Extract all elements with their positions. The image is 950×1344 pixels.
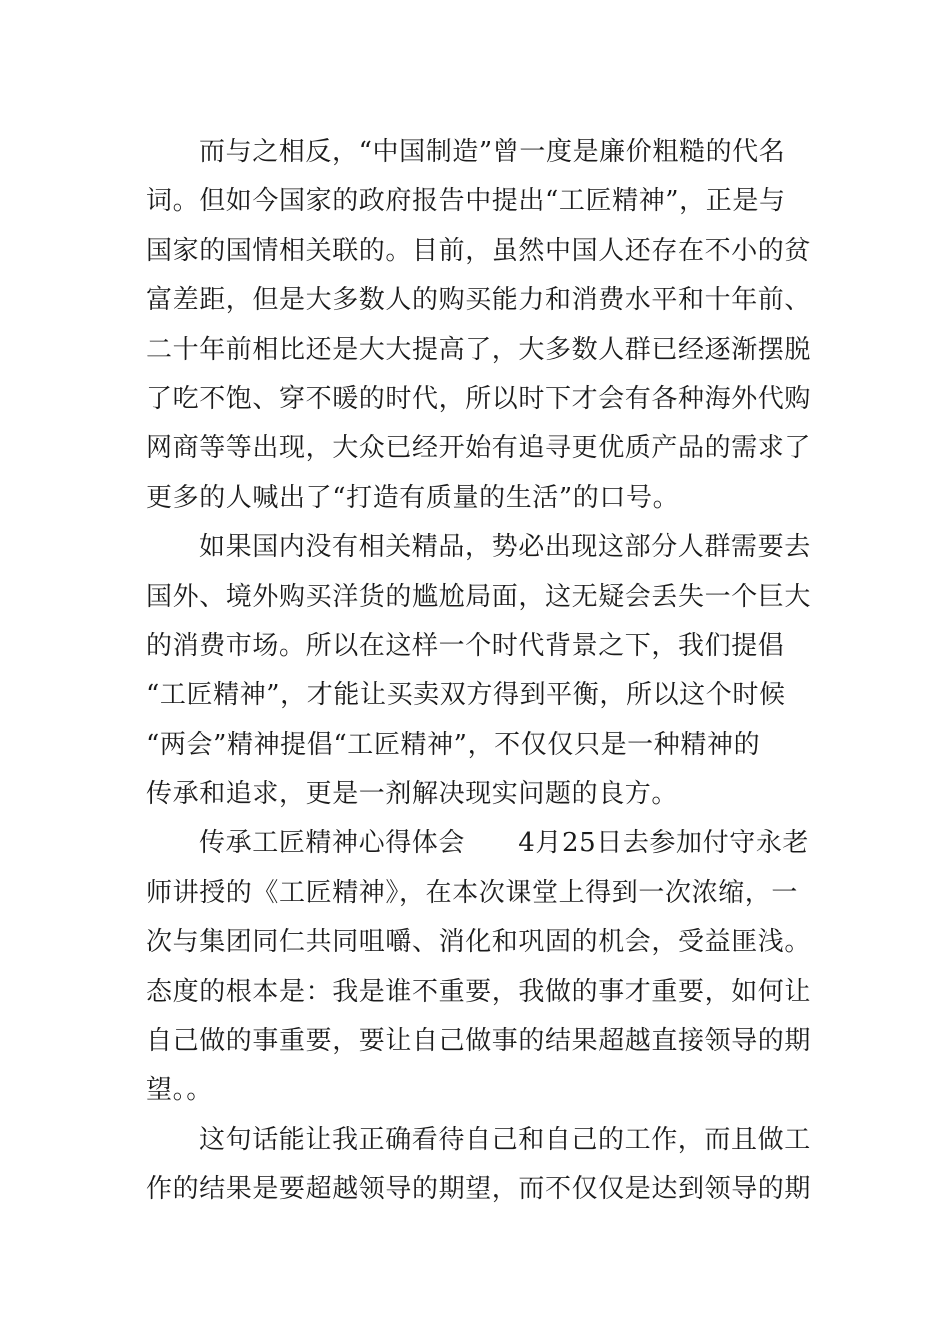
body-text	[146, 128, 812, 1215]
text-line: 传承工匠精神心得体会 4月25日去参加付守永老	[199, 828, 810, 859]
text-line: 词。但如今国家的政府报告中提出“工匠精神”，正是与	[146, 186, 786, 217]
text-line: 的消费市场。所以在这样一个时代背景之下，我们提倡	[146, 630, 785, 661]
text-line: 网商等等出现，大众已经开始有追寻更优质产品的需求了	[146, 433, 812, 464]
text-line: 富差距，但是大多数人的购买能力和消费水平和十年前、	[146, 285, 812, 316]
text-line: 这句话能让我正确看待自己和自己的工作，而且做工	[199, 1124, 811, 1155]
text-line: 师讲授的《工匠精神》，在本次课堂上得到一次浓缩，一	[146, 877, 799, 908]
text-line: “工匠精神”，才能让买卖双方得到平衡，所以这个时候	[146, 680, 786, 711]
text-line: 望。。	[146, 1075, 213, 1106]
text-line: 而与之相反，“中国制造”曾一度是廉价粗糙的代名	[199, 137, 786, 167]
text-line: 国家的国情相关联的。目前，虽然中国人还存在不小的贫	[146, 235, 812, 266]
text-line: 二十年前相比还是大大提高了，大多数人群已经逐渐摆脱	[146, 334, 812, 365]
text-line: 了吃不饱、穿不暖的时代，所以时下才会有各种海外代购	[146, 383, 812, 414]
text-line: “两会”精神提倡“工匠精神”，不仅仅只是一种精神的	[146, 729, 761, 760]
text-line: 自己做的事重要，要让自己做事的结果超越直接领导的期	[146, 1026, 812, 1057]
text-line: 态度的根本是：我是谁不重要，我做的事才重要，如何让	[146, 976, 812, 1007]
text-line: 更多的人喊出了“打造有质量的生活”的口号。	[146, 482, 680, 513]
text-line: 国外、境外购买洋货的尴尬局面，这无疑会丢失一个巨大	[146, 581, 812, 612]
text-line: 次与集团同仁共同咀嚼、消化和巩固的机会，受益匪浅。	[146, 927, 812, 958]
text-line: 如果国内没有相关精品，势必出现这部分人群需要去	[199, 532, 811, 563]
text-line: 作的结果是要超越领导的期望，而不仅仅是达到领导的期	[146, 1174, 812, 1205]
text-line: 传承和追求，更是一剂解决现实问题的良方。	[146, 779, 679, 810]
